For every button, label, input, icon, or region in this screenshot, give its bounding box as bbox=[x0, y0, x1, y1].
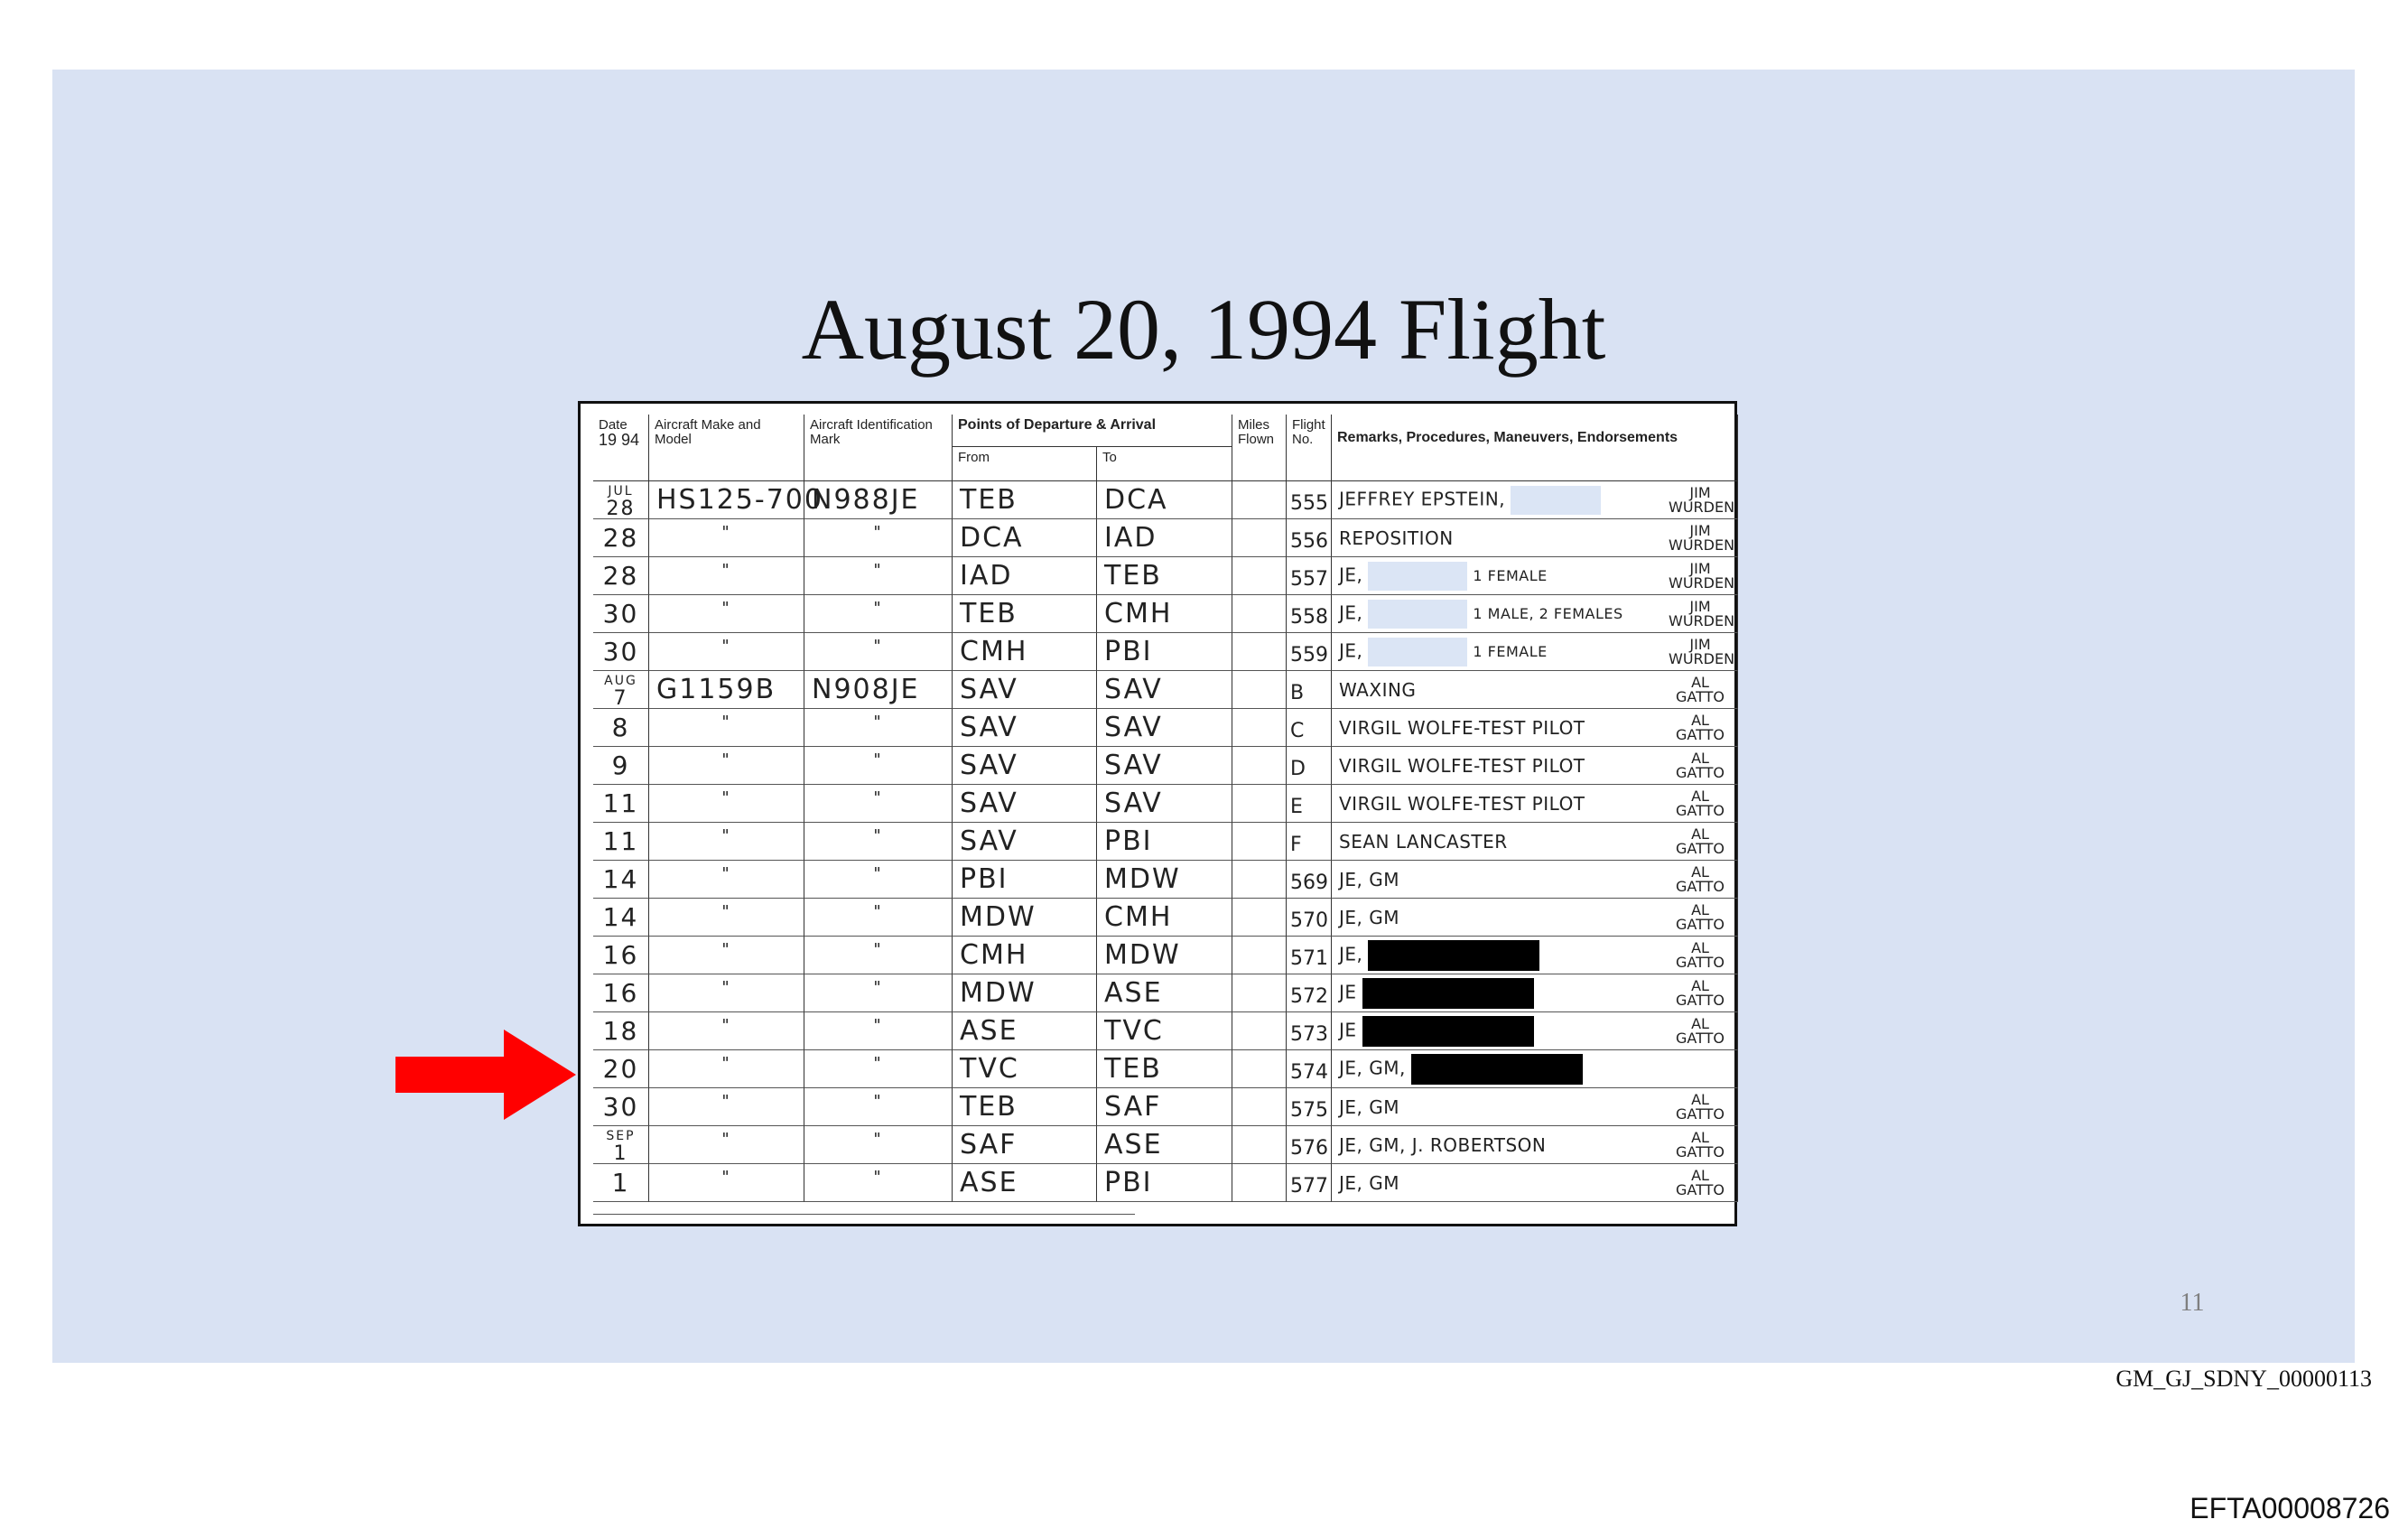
row-flight-no: C bbox=[1287, 709, 1332, 747]
pilot-logbook-scan bbox=[578, 401, 1737, 1226]
row-remarks-content bbox=[1339, 638, 1548, 666]
row-remarks-content bbox=[1339, 793, 1585, 815]
row-date bbox=[593, 1012, 649, 1050]
row-date bbox=[593, 785, 649, 823]
row-remarks-content bbox=[1339, 562, 1548, 591]
header-from: From bbox=[953, 447, 1097, 481]
row-pilot: JIM WURDEN bbox=[1669, 635, 1735, 667]
row-remarks-text-after: 1 FEMALE bbox=[1473, 643, 1548, 660]
row-aircraft-make: " bbox=[649, 633, 804, 671]
redaction-box bbox=[1368, 600, 1467, 629]
row-remarks bbox=[1332, 1164, 1738, 1202]
row-miles bbox=[1232, 1050, 1287, 1088]
row-aircraft-make: G1159B bbox=[649, 671, 804, 709]
row-from: MDW bbox=[953, 899, 1097, 937]
row-aircraft-make: " bbox=[649, 785, 804, 823]
row-flight-no: 572 bbox=[1287, 974, 1332, 1012]
row-remarks bbox=[1332, 595, 1738, 633]
row-flight-no: 558 bbox=[1287, 595, 1332, 633]
header-points: Points of Departure & Arrival bbox=[953, 415, 1232, 447]
row-remarks bbox=[1332, 1012, 1738, 1050]
row-from: TEB bbox=[953, 1088, 1097, 1126]
row-miles bbox=[1232, 671, 1287, 709]
row-remarks bbox=[1332, 519, 1738, 557]
row-aircraft-ident: " bbox=[804, 861, 953, 899]
row-aircraft-ident: " bbox=[804, 1050, 953, 1088]
row-aircraft-make: " bbox=[649, 861, 804, 899]
row-pilot: AL GATTO bbox=[1676, 900, 1725, 933]
row-day: 14 bbox=[602, 901, 639, 932]
header-flight: Flight No. bbox=[1287, 415, 1332, 481]
row-pilot: AL GATTO bbox=[1676, 938, 1725, 971]
row-day: 18 bbox=[602, 1015, 639, 1046]
row-day: 30 bbox=[602, 636, 639, 666]
row-remarks-content bbox=[1339, 1134, 1546, 1156]
row-remarks-content bbox=[1339, 755, 1585, 777]
row-flight-no: 557 bbox=[1287, 557, 1332, 595]
row-aircraft-ident: " bbox=[804, 557, 953, 595]
row-aircraft-make: " bbox=[649, 823, 804, 861]
row-pilot: AL GATTO bbox=[1676, 1128, 1725, 1160]
row-day: 16 bbox=[602, 977, 639, 1008]
row-aircraft-make: " bbox=[649, 1012, 804, 1050]
row-day: 16 bbox=[602, 939, 639, 970]
row-pilot: AL GATTO bbox=[1676, 976, 1725, 1009]
row-day: 30 bbox=[602, 1091, 639, 1122]
row-to: SAF bbox=[1097, 1088, 1232, 1126]
row-to: ASE bbox=[1097, 974, 1232, 1012]
row-remarks-content bbox=[1339, 907, 1399, 928]
row-remarks bbox=[1332, 557, 1738, 595]
row-date bbox=[593, 1126, 649, 1164]
row-from: SAV bbox=[953, 823, 1097, 861]
row-to: SAV bbox=[1097, 671, 1232, 709]
bates-number: GM_GJ_SDNY_00000113 bbox=[2115, 1366, 2372, 1392]
row-aircraft-make: " bbox=[649, 747, 804, 785]
row-remarks-text: JE, GM, bbox=[1339, 1057, 1406, 1078]
row-flight-no: F bbox=[1287, 823, 1332, 861]
row-miles bbox=[1232, 1012, 1287, 1050]
row-day: 9 bbox=[611, 750, 630, 780]
row-to: DCA bbox=[1097, 481, 1232, 519]
row-to: TEB bbox=[1097, 1050, 1232, 1088]
redaction-box bbox=[1362, 1016, 1534, 1047]
row-miles bbox=[1232, 1164, 1287, 1202]
row-from: ASE bbox=[953, 1012, 1097, 1050]
row-aircraft-ident: " bbox=[804, 974, 953, 1012]
row-aircraft-ident: " bbox=[804, 519, 953, 557]
row-remarks-content bbox=[1339, 831, 1508, 853]
row-remarks bbox=[1332, 861, 1738, 899]
row-day: 20 bbox=[602, 1053, 639, 1084]
row-from: SAV bbox=[953, 709, 1097, 747]
row-remarks-content bbox=[1339, 486, 1601, 515]
row-aircraft-ident: " bbox=[804, 823, 953, 861]
row-miles bbox=[1232, 633, 1287, 671]
row-remarks-content bbox=[1339, 527, 1454, 549]
row-pilot: AL GATTO bbox=[1676, 749, 1725, 781]
row-remarks-content bbox=[1339, 978, 1534, 1009]
row-miles bbox=[1232, 861, 1287, 899]
row-aircraft-make: " bbox=[649, 557, 804, 595]
row-day: 28 bbox=[602, 522, 639, 553]
row-miles bbox=[1232, 747, 1287, 785]
row-remarks-content bbox=[1339, 940, 1539, 971]
row-to: PBI bbox=[1097, 633, 1232, 671]
row-to: MDW bbox=[1097, 861, 1232, 899]
row-day: 30 bbox=[602, 598, 639, 629]
row-flight-no: 575 bbox=[1287, 1088, 1332, 1126]
redaction-box bbox=[1368, 940, 1539, 971]
row-remarks bbox=[1332, 785, 1738, 823]
row-remarks-text: JE, GM bbox=[1339, 1095, 1400, 1118]
row-date bbox=[593, 861, 649, 899]
row-aircraft-make: HS125-700 bbox=[649, 481, 804, 519]
row-miles bbox=[1232, 823, 1287, 861]
row-aircraft-make: " bbox=[649, 974, 804, 1012]
row-remarks-text-after: 1 MALE, 2 FEMALES bbox=[1473, 605, 1623, 622]
row-pilot: JIM WURDEN bbox=[1669, 597, 1735, 629]
row-remarks bbox=[1332, 709, 1738, 747]
row-aircraft-ident: " bbox=[804, 1012, 953, 1050]
row-remarks-text: WAXING bbox=[1339, 678, 1417, 701]
row-remarks-text: JE, GM bbox=[1339, 1171, 1400, 1194]
slide-title: August 20, 1994 Flight bbox=[801, 281, 1606, 378]
row-day: 28 bbox=[606, 497, 636, 520]
row-to: TVC bbox=[1097, 1012, 1232, 1050]
row-flight-no: 577 bbox=[1287, 1164, 1332, 1202]
row-remarks-content bbox=[1339, 1172, 1399, 1194]
row-flight-no: 559 bbox=[1287, 633, 1332, 671]
row-from: TVC bbox=[953, 1050, 1097, 1088]
row-aircraft-ident: " bbox=[804, 1088, 953, 1126]
header-ident: Aircraft Identification Mark bbox=[804, 415, 953, 481]
row-pilot: AL GATTO bbox=[1676, 673, 1725, 705]
row-remarks bbox=[1332, 823, 1738, 861]
row-date bbox=[593, 937, 649, 974]
row-pilot: AL GATTO bbox=[1676, 862, 1725, 895]
row-remarks-text: SEAN LANCASTER bbox=[1339, 830, 1508, 853]
row-date bbox=[593, 709, 649, 747]
row-month: JUL bbox=[608, 483, 634, 499]
row-remarks-text: VIRGIL WOLFE-TEST PILOT bbox=[1339, 716, 1585, 739]
row-flight-no: 576 bbox=[1287, 1126, 1332, 1164]
red-arrow-icon bbox=[395, 1030, 576, 1120]
row-aircraft-make: " bbox=[649, 1088, 804, 1126]
row-miles bbox=[1232, 1088, 1287, 1126]
row-pilot: AL GATTO bbox=[1676, 787, 1725, 819]
row-aircraft-ident: N908JE bbox=[804, 671, 953, 709]
redaction-box bbox=[1362, 978, 1534, 1009]
row-pilot: AL GATTO bbox=[1676, 825, 1725, 857]
row-month: SEP bbox=[606, 1128, 636, 1143]
row-pilot: AL GATTO bbox=[1676, 1014, 1725, 1047]
row-day: 11 bbox=[602, 825, 639, 856]
row-remarks bbox=[1332, 747, 1738, 785]
row-miles bbox=[1232, 785, 1287, 823]
row-pilot: JIM WURDEN bbox=[1669, 483, 1735, 516]
header-date-label: Date bbox=[599, 417, 628, 433]
row-from: CMH bbox=[953, 633, 1097, 671]
row-to: PBI bbox=[1097, 823, 1232, 861]
header-make: Aircraft Make and Model bbox=[649, 415, 804, 481]
row-to: SAV bbox=[1097, 747, 1232, 785]
row-miles bbox=[1232, 899, 1287, 937]
row-flight-no: 569 bbox=[1287, 861, 1332, 899]
row-remarks bbox=[1332, 899, 1738, 937]
row-remarks-text: JE, GM bbox=[1339, 868, 1400, 890]
row-aircraft-make: " bbox=[649, 709, 804, 747]
row-flight-no: 570 bbox=[1287, 899, 1332, 937]
row-from: ASE bbox=[953, 1164, 1097, 1202]
row-remarks-text: JE bbox=[1339, 1019, 1357, 1040]
row-aircraft-make: " bbox=[649, 937, 804, 974]
row-from: TEB bbox=[953, 595, 1097, 633]
row-remarks-content bbox=[1339, 600, 1623, 629]
row-aircraft-make: " bbox=[649, 899, 804, 937]
row-pilot: AL GATTO bbox=[1676, 1090, 1725, 1123]
redaction-box bbox=[1368, 562, 1467, 591]
row-remarks-content bbox=[1339, 1054, 1583, 1085]
row-flight-no: 555 bbox=[1287, 481, 1332, 519]
row-remarks-text: JE bbox=[1339, 981, 1357, 1002]
row-remarks bbox=[1332, 974, 1738, 1012]
redaction-box bbox=[1511, 486, 1601, 515]
row-remarks-text: REPOSITION bbox=[1339, 527, 1454, 549]
row-miles bbox=[1232, 974, 1287, 1012]
slide-number: 11 bbox=[2180, 1289, 2205, 1317]
row-remarks bbox=[1332, 1088, 1738, 1126]
header-remarks: Remarks, Procedures, Maneuvers, Endorsements bbox=[1332, 415, 1738, 481]
row-remarks bbox=[1332, 633, 1738, 671]
row-aircraft-make: " bbox=[649, 1164, 804, 1202]
row-day: 1 bbox=[613, 1142, 628, 1165]
row-from: SAF bbox=[953, 1126, 1097, 1164]
row-remarks bbox=[1332, 1126, 1738, 1164]
row-aircraft-ident: " bbox=[804, 785, 953, 823]
row-from: MDW bbox=[953, 974, 1097, 1012]
header-year: 19 94 bbox=[599, 431, 640, 449]
row-date bbox=[593, 633, 649, 671]
row-to: SAV bbox=[1097, 709, 1232, 747]
row-flight-no: E bbox=[1287, 785, 1332, 823]
row-aircraft-ident: " bbox=[804, 595, 953, 633]
row-from: TEB bbox=[953, 481, 1097, 519]
row-pilot: JIM WURDEN bbox=[1669, 521, 1735, 554]
row-aircraft-ident: " bbox=[804, 1126, 953, 1164]
row-flight-no: 571 bbox=[1287, 937, 1332, 974]
row-remarks-text: JEFFREY EPSTEIN, bbox=[1339, 488, 1506, 509]
row-from: DCA bbox=[953, 519, 1097, 557]
row-remarks-text: JE, bbox=[1339, 943, 1363, 965]
row-miles bbox=[1232, 595, 1287, 633]
row-to: MDW bbox=[1097, 937, 1232, 974]
row-remarks bbox=[1332, 481, 1738, 519]
header-date bbox=[593, 415, 649, 481]
row-from: SAV bbox=[953, 671, 1097, 709]
row-remarks-text: VIRGIL WOLFE-TEST PILOT bbox=[1339, 754, 1585, 777]
row-date bbox=[593, 481, 649, 519]
row-aircraft-make: " bbox=[649, 1126, 804, 1164]
redaction-box bbox=[1411, 1054, 1583, 1085]
row-aircraft-ident: N988JE bbox=[804, 481, 953, 519]
row-remarks-content bbox=[1339, 869, 1399, 890]
row-from: IAD bbox=[953, 557, 1097, 595]
row-date bbox=[593, 1050, 649, 1088]
row-pilot: AL GATTO bbox=[1676, 711, 1725, 743]
row-flight-no: 573 bbox=[1287, 1012, 1332, 1050]
row-aircraft-ident: " bbox=[804, 1164, 953, 1202]
row-remarks-content bbox=[1339, 1096, 1399, 1118]
row-pilot: JIM WURDEN bbox=[1669, 559, 1735, 592]
row-remarks-text: VIRGIL WOLFE-TEST PILOT bbox=[1339, 792, 1585, 815]
row-date bbox=[593, 595, 649, 633]
row-remarks bbox=[1332, 1050, 1738, 1088]
row-from: SAV bbox=[953, 785, 1097, 823]
row-remarks-content bbox=[1339, 717, 1585, 739]
row-day: 14 bbox=[602, 863, 639, 894]
row-date bbox=[593, 519, 649, 557]
row-aircraft-make: " bbox=[649, 519, 804, 557]
row-date bbox=[593, 557, 649, 595]
row-to: CMH bbox=[1097, 595, 1232, 633]
row-to: ASE bbox=[1097, 1126, 1232, 1164]
row-from: PBI bbox=[953, 861, 1097, 899]
row-flight-no: D bbox=[1287, 747, 1332, 785]
row-from: SAV bbox=[953, 747, 1097, 785]
row-remarks-text: JE, bbox=[1339, 601, 1363, 623]
row-to: SAV bbox=[1097, 785, 1232, 823]
row-miles bbox=[1232, 557, 1287, 595]
header-to: To bbox=[1097, 447, 1232, 481]
row-month: AUG bbox=[604, 673, 637, 688]
row-remarks-text: JE, bbox=[1339, 639, 1363, 661]
row-date bbox=[593, 1164, 649, 1202]
row-flight-no: 556 bbox=[1287, 519, 1332, 557]
row-miles bbox=[1232, 709, 1287, 747]
header-miles: Miles Flown bbox=[1232, 415, 1287, 481]
row-remarks bbox=[1332, 671, 1738, 709]
row-to: TEB bbox=[1097, 557, 1232, 595]
row-aircraft-ident: " bbox=[804, 709, 953, 747]
row-date bbox=[593, 1088, 649, 1126]
row-remarks-text: JE, GM, J. ROBERTSON bbox=[1339, 1133, 1547, 1156]
logbook-table bbox=[593, 415, 1738, 1218]
row-flight-no: 574 bbox=[1287, 1050, 1332, 1088]
row-miles bbox=[1232, 481, 1287, 519]
row-remarks-content bbox=[1339, 679, 1416, 701]
row-pilot: AL GATTO bbox=[1676, 1166, 1725, 1198]
row-day: 8 bbox=[611, 712, 630, 742]
row-aircraft-make: " bbox=[649, 595, 804, 633]
row-day: 28 bbox=[602, 560, 639, 591]
logbook-footer-edge bbox=[593, 1214, 1135, 1224]
row-date bbox=[593, 899, 649, 937]
row-remarks-text: JE, GM bbox=[1339, 906, 1400, 928]
document-id: EFTA00008726 bbox=[2190, 1492, 2390, 1524]
row-miles bbox=[1232, 519, 1287, 557]
row-date bbox=[593, 747, 649, 785]
row-date bbox=[593, 671, 649, 709]
row-remarks-text-after: 1 FEMALE bbox=[1473, 567, 1548, 584]
row-aircraft-ident: " bbox=[804, 633, 953, 671]
row-date bbox=[593, 974, 649, 1012]
row-day: 1 bbox=[611, 1167, 630, 1198]
row-remarks-text: JE, bbox=[1339, 564, 1363, 585]
row-aircraft-ident: " bbox=[804, 899, 953, 937]
row-aircraft-make: " bbox=[649, 1050, 804, 1088]
row-miles bbox=[1232, 1126, 1287, 1164]
row-aircraft-ident: " bbox=[804, 747, 953, 785]
row-to: IAD bbox=[1097, 519, 1232, 557]
row-day: 7 bbox=[613, 686, 628, 710]
row-aircraft-ident: " bbox=[804, 937, 953, 974]
row-flight-no: B bbox=[1287, 671, 1332, 709]
row-remarks bbox=[1332, 937, 1738, 974]
row-day: 11 bbox=[602, 788, 639, 818]
row-miles bbox=[1232, 937, 1287, 974]
row-remarks-content bbox=[1339, 1016, 1534, 1047]
row-date bbox=[593, 823, 649, 861]
redaction-box bbox=[1368, 638, 1467, 666]
row-to: CMH bbox=[1097, 899, 1232, 937]
row-to: PBI bbox=[1097, 1164, 1232, 1202]
row-from: CMH bbox=[953, 937, 1097, 974]
